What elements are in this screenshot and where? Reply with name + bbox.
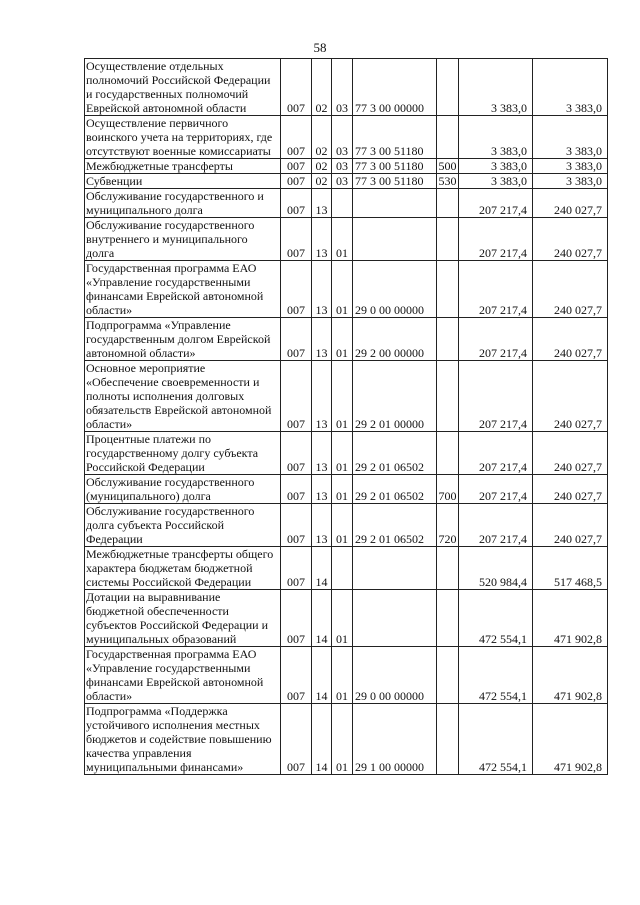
subsection-code-cell — [332, 189, 353, 218]
amount-year1-cell: 472 554,1 — [459, 704, 533, 775]
expense-type-cell: 500 — [438, 159, 457, 173]
target-article-cell — [353, 189, 437, 218]
expense-type-cell — [437, 547, 459, 590]
target-article-cell: 29 2 01 06502 — [353, 504, 437, 547]
admin-code-cell: 007 — [281, 475, 312, 504]
section-code-cell: 02 — [312, 174, 332, 189]
row-name-cell: Обслуживание государственного и муниципального долга — [85, 189, 281, 218]
amount-year2-cell: 471 902,8 — [533, 590, 608, 647]
section-code-cell: 13 — [312, 432, 332, 475]
row-name-cell: Субвенции — [85, 174, 281, 189]
table-row — [85, 174, 608, 189]
subsection-code-cell: 01 — [332, 218, 353, 261]
expense-type-cell — [437, 647, 459, 704]
subsection-code-cell: 01 — [332, 647, 353, 704]
section-code-cell: 13 — [312, 218, 332, 261]
target-article-cell: 29 2 01 00000 — [353, 361, 437, 432]
expense-type-cell: 720 — [437, 504, 459, 547]
row-name-cell: Осуществление отдельных полномочий Российской Федерации и государственных полномочий Еврейской автономной области — [85, 59, 281, 116]
table-row — [85, 432, 608, 475]
section-code-cell: 02 — [312, 159, 332, 174]
expense-type-cell — [437, 189, 459, 218]
admin-code-cell: 007 — [281, 159, 312, 174]
expense-type-cell — [437, 318, 459, 361]
target-article-cell: 29 1 00 00000 — [353, 704, 437, 775]
admin-code-cell: 007 — [281, 647, 312, 704]
subsection-code-cell: 01 — [332, 475, 353, 504]
table-row — [85, 318, 608, 361]
target-article-cell: 29 2 01 06502 — [353, 432, 437, 475]
table-row — [85, 59, 608, 116]
row-name-cell: Государственная программа ЕАО «Управление государственными финансами Еврейской автономной области» — [85, 261, 281, 318]
amount-year1-cell: 207 217,4 — [459, 261, 533, 318]
amount-year1-cell: 520 984,4 — [459, 547, 533, 590]
subsection-code-cell — [332, 547, 353, 590]
amount-year1-cell: 207 217,4 — [459, 432, 533, 475]
section-code-cell: 14 — [312, 590, 332, 647]
amount-year1-cell: 207 217,4 — [459, 318, 533, 361]
row-name-cell: Основное мероприятие «Обеспечение своевременности и полноты исполнения долговых обязательств Еврейской автономной области» — [85, 361, 281, 432]
amount-year1-cell: 207 217,4 — [459, 475, 533, 504]
admin-code-cell: 007 — [281, 261, 312, 318]
subsection-code-cell: 03 — [332, 116, 353, 159]
amount-year2-cell: 240 027,7 — [533, 361, 608, 432]
amount-year1-cell: 3 383,0 — [459, 116, 533, 159]
subsection-code-cell: 01 — [332, 432, 353, 475]
section-code-cell: 13 — [312, 318, 332, 361]
target-article-cell: 77 3 00 51180 — [353, 116, 437, 159]
row-name-cell: Дотации на выравнивание бюджетной обеспеченности субъектов Российской Федерации и муниципальных образований — [85, 590, 281, 647]
table-row — [85, 547, 608, 590]
amount-year2-cell: 240 027,7 — [533, 218, 608, 261]
admin-code-cell: 007 — [281, 704, 312, 775]
amount-year1-cell: 207 217,4 — [459, 504, 533, 547]
admin-code-cell: 007 — [281, 547, 312, 590]
table-row — [85, 361, 608, 432]
section-code-cell: 13 — [312, 361, 332, 432]
row-name-cell: Обслуживание государственного (муниципального) долга — [85, 475, 281, 504]
table-row — [85, 116, 608, 159]
target-article-cell: 29 0 00 00000 — [353, 261, 437, 318]
target-article-cell: 77 3 00 51180 — [353, 174, 437, 189]
amount-year1-cell: 3 383,0 — [459, 59, 533, 116]
amount-year1-cell: 207 217,4 — [459, 361, 533, 432]
section-code-cell: 14 — [312, 547, 332, 590]
table-row — [85, 189, 608, 218]
section-code-cell: 14 — [312, 647, 332, 704]
table-row — [85, 261, 608, 318]
amount-year1-cell: 207 217,4 — [459, 189, 533, 218]
row-name-cell: Подпрограмма «Поддержка устойчивого исполнения местных бюджетов и содействие повышению качества управления муниципальными финансами» — [85, 704, 281, 775]
table-row — [85, 159, 608, 174]
section-code-cell: 13 — [312, 261, 332, 318]
amount-year2-cell: 3 383,0 — [533, 59, 608, 116]
admin-code-cell: 007 — [281, 174, 312, 189]
target-article-cell: 29 2 00 00000 — [353, 318, 437, 361]
admin-code-cell: 007 — [281, 590, 312, 647]
expense-type-cell: 700 — [437, 475, 459, 504]
table-row — [85, 504, 608, 547]
section-code-cell: 02 — [312, 116, 332, 159]
table-row — [85, 647, 608, 704]
section-code-cell: 13 — [312, 504, 332, 547]
admin-code-cell: 007 — [281, 432, 312, 475]
subsection-code-cell: 01 — [332, 361, 353, 432]
section-code-cell: 13 — [312, 475, 332, 504]
admin-code-cell: 007 — [281, 361, 312, 432]
target-article-cell — [353, 218, 437, 261]
row-name-cell: Государственная программа ЕАО «Управление государственными финансами Еврейской автономной области» — [85, 647, 281, 704]
admin-code-cell: 007 — [281, 504, 312, 547]
section-code-cell: 14 — [312, 704, 332, 775]
subsection-code-cell: 01 — [332, 704, 353, 775]
target-article-cell: 29 0 00 00000 — [353, 647, 437, 704]
subsection-code-cell: 01 — [332, 318, 353, 361]
section-code-cell: 02 — [312, 59, 332, 116]
target-article-cell — [353, 590, 437, 647]
amount-year2-cell: 3 383,0 — [533, 116, 608, 159]
table-row — [85, 475, 608, 504]
admin-code-cell: 007 — [281, 218, 312, 261]
row-name-cell: Процентные платежи по государственному долгу субъекта Российской Федерации — [85, 432, 281, 475]
target-article-cell — [353, 547, 437, 590]
amount-year2-cell: 240 027,7 — [533, 432, 608, 475]
admin-code-cell: 007 — [281, 116, 312, 159]
expense-type-cell — [437, 59, 459, 116]
amount-year2-cell: 240 027,7 — [533, 261, 608, 318]
subsection-code-cell: 01 — [332, 590, 353, 647]
row-name-cell: Осуществление первичного воинского учета на территориях, где отсутствуют военные комиссариаты — [85, 116, 281, 159]
row-name-cell: Межбюджетные трансферты — [85, 159, 281, 174]
amount-year2-cell: 517 468,5 — [533, 547, 608, 590]
table-body — [85, 59, 608, 775]
expense-type-cell — [437, 590, 459, 647]
admin-code-cell: 007 — [281, 59, 312, 116]
table-row — [85, 590, 608, 647]
expense-type-cell — [437, 432, 459, 475]
expense-type-cell — [437, 261, 459, 318]
amount-year2-cell: 240 027,7 — [533, 318, 608, 361]
amount-year2-cell: 240 027,7 — [533, 189, 608, 218]
expense-type-cell: 530 — [438, 174, 457, 188]
budget-table — [84, 58, 608, 775]
target-article-cell: 77 3 00 00000 — [353, 59, 437, 116]
subsection-code-cell: 03 — [332, 174, 353, 189]
expense-type-cell — [437, 116, 459, 159]
admin-code-cell: 007 — [281, 189, 312, 218]
subsection-code-cell: 03 — [332, 59, 353, 116]
row-name-cell: Обслуживание государственного внутреннего и муниципального долга — [85, 218, 281, 261]
row-name-cell: Подпрограмма «Управление государственным долгом Еврейской автономной области» — [85, 318, 281, 361]
page-number: 58 — [313, 40, 327, 55]
amount-year1-cell: 472 554,1 — [459, 647, 533, 704]
target-article-cell: 77 3 00 51180 — [353, 159, 437, 174]
expense-type-cell — [437, 218, 459, 261]
amount-year2-cell: 240 027,7 — [533, 504, 608, 547]
target-article-cell: 29 2 01 06502 — [353, 475, 437, 504]
amount-year1-cell: 3 383,0 — [459, 174, 533, 189]
amount-year1-cell: 207 217,4 — [459, 218, 533, 261]
table-row — [85, 218, 608, 261]
amount-year2-cell: 471 902,8 — [533, 704, 608, 775]
admin-code-cell: 007 — [281, 318, 312, 361]
amount-year2-cell: 3 383,0 — [533, 159, 608, 174]
row-name-cell: Межбюджетные трансферты общего характера бюджетам бюджетной системы Российской Федерации — [85, 547, 281, 590]
expense-type-cell — [437, 704, 459, 775]
subsection-code-cell: 01 — [332, 261, 353, 318]
table-row — [85, 704, 608, 775]
subsection-code-cell: 01 — [332, 504, 353, 547]
expense-type-cell — [437, 361, 459, 432]
amount-year1-cell: 472 554,1 — [459, 590, 533, 647]
amount-year2-cell: 471 902,8 — [533, 647, 608, 704]
amount-year1-cell: 3 383,0 — [459, 159, 533, 174]
subsection-code-cell: 03 — [332, 159, 353, 174]
section-code-cell: 13 — [312, 189, 332, 218]
amount-year2-cell: 3 383,0 — [533, 174, 608, 189]
row-name-cell: Обслуживание государственного долга субъекта Российской Федерации — [85, 504, 281, 547]
amount-year2-cell: 240 027,7 — [533, 475, 608, 504]
